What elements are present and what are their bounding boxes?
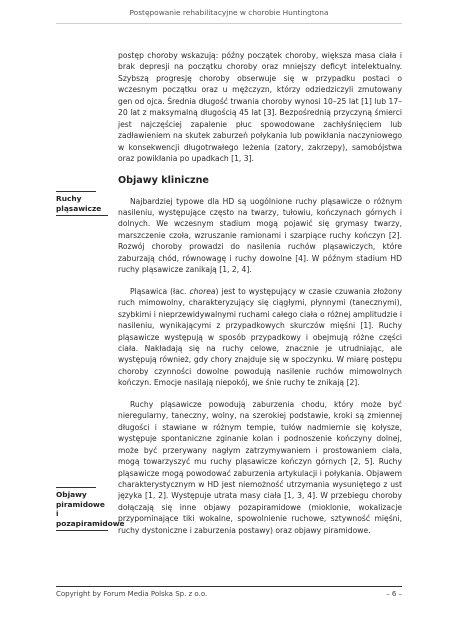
header-rule (56, 23, 402, 24)
paragraph-1: Najbardziej typowe dla HD są uogólnione ruchy pląsawicze o różnym nasileniu, występujące często na twarzy, tułowiu, kończynach górnych i dolnych. We wczesnym stadium mogą pojawić się grymasy twarzy, marszczenie czoła, wzruszanie ramionami i szarpiące ruchy kończyn [2]. Rozwój choroby prowadzi do nasilenia ruchów pląsawiczych, które zaburzają chód, równowagę i ruchy dowolne [4]. W późnym stadium HD ruchy pląsawicze zanikają [1, 2, 4]. (118, 196, 402, 275)
margin-note-label: Objawy piramidowe i pozapiramidowe (56, 490, 125, 528)
running-header: Postępowanie rehabilitacyjne w chorobie Huntingtona (129, 8, 329, 17)
main-text-column (118, 50, 402, 546)
page-number: – 6 – (386, 590, 402, 598)
paragraph-2-start: Pląsawica (łac. (130, 286, 190, 296)
paragraph-2-end: ) jest to występujący w czasie czuwania złożony ruch mimowolny, charakteryzujący się ciągłymi, płynnymi (tanecznymi), szybkimi i nieprzewidywalnymi ruchami całego ciała o różnej amplitudzie i nasileniu, wynikającymi z przypadkowych skurczów mięśni [1]. Ruchy pląsawicze występują w sposób przypadkowy i obejmują różne części ciała. Nakładają się na ruchy celowe, znacznie je utrudniając, ale występują również, gdy chory znajduje się w spoczynku. W miarę postępu choroby czynności dowolne powodują nasilenie ruchów mimowolnych kończyn. Emocje nasilają niepokój, we śnie ruchy te znikają [2]. (118, 286, 402, 388)
margin-note-top-rule (56, 487, 96, 488)
margin-note-top-rule (56, 191, 96, 192)
margin-note-chorea (56, 194, 108, 216)
margin-note-pyramidal (56, 490, 125, 531)
footer-copyright: Copyright by Forum Media Polska Sp. z o.o. (56, 590, 208, 598)
paragraph-2 (118, 286, 402, 389)
margin-note-label: Ruchy pląsawicze (56, 194, 102, 213)
latin-term: chorea (189, 286, 216, 296)
paragraph-3: Ruchy pląsawicze powodują zaburzenia chodu, który może być nieregularny, taneczny, wolny, na szerokiej podstawie, kroki są zmiennej długości i stawiane w różnym tempie, tułów nadmiernie się kołysze, występuje spontaniczne zginanie kolan i podnoszenie kończyny dolnej, może być przerywany nagłym zatrzymywaniem i prostowaniem ciała, mogą towarzyszyć mu ruchy pląsawicze kończyn górnych [2, 5]. Ruchy pląsawicze mogą powodować zaburzenia artykulacji i połykania. Objawem charakterystycznym w HD jest niemożność utrzymania wysuniętego z ust języka [1, 2]. Występuje utrata masy ciała [1, 3, 4]. W przebiegu choroby dołączają się inne objawy pozapiramidowe (mioklonie, wokalizacje przypominające tiki wokalne, spowolnienie ruchowe, sztywność mięśni, ruchy dystoniczne i zaburzenia postawy) oraz objawy piramidowe. (118, 399, 402, 535)
section-heading: Objawy kliniczne (118, 174, 209, 186)
paragraph-intro: postęp choroby wskazują: późny początek choroby, większa masa ciała i brak depresji na początku choroby oraz mniejszy deficyt intelektualny. Szybszą progresję choroby obserwuje się w przypadku postaci o wczesnym początku oraz u mężczyzn, którzy odziedziczyli zmutowany gen od ojca. Średnia długość trwania choroby wynosi 10–25 lat [1] lub 17–20 lat z maksymalną długością 45 lat [3]. Bezpośrednią przyczyną śmierci jest najczęściej zapalenie płuc spowodowane zachłyśnięciem lub zadławieniem na skutek zaburzeń połykania lub powikłania naczyniowego w konsekwencji długotrwałego leżenia (zatory, zakrzepy), samobójstwa oraz powikłania po upadkach [1, 3]. (118, 51, 402, 164)
footer-rule (56, 586, 402, 587)
